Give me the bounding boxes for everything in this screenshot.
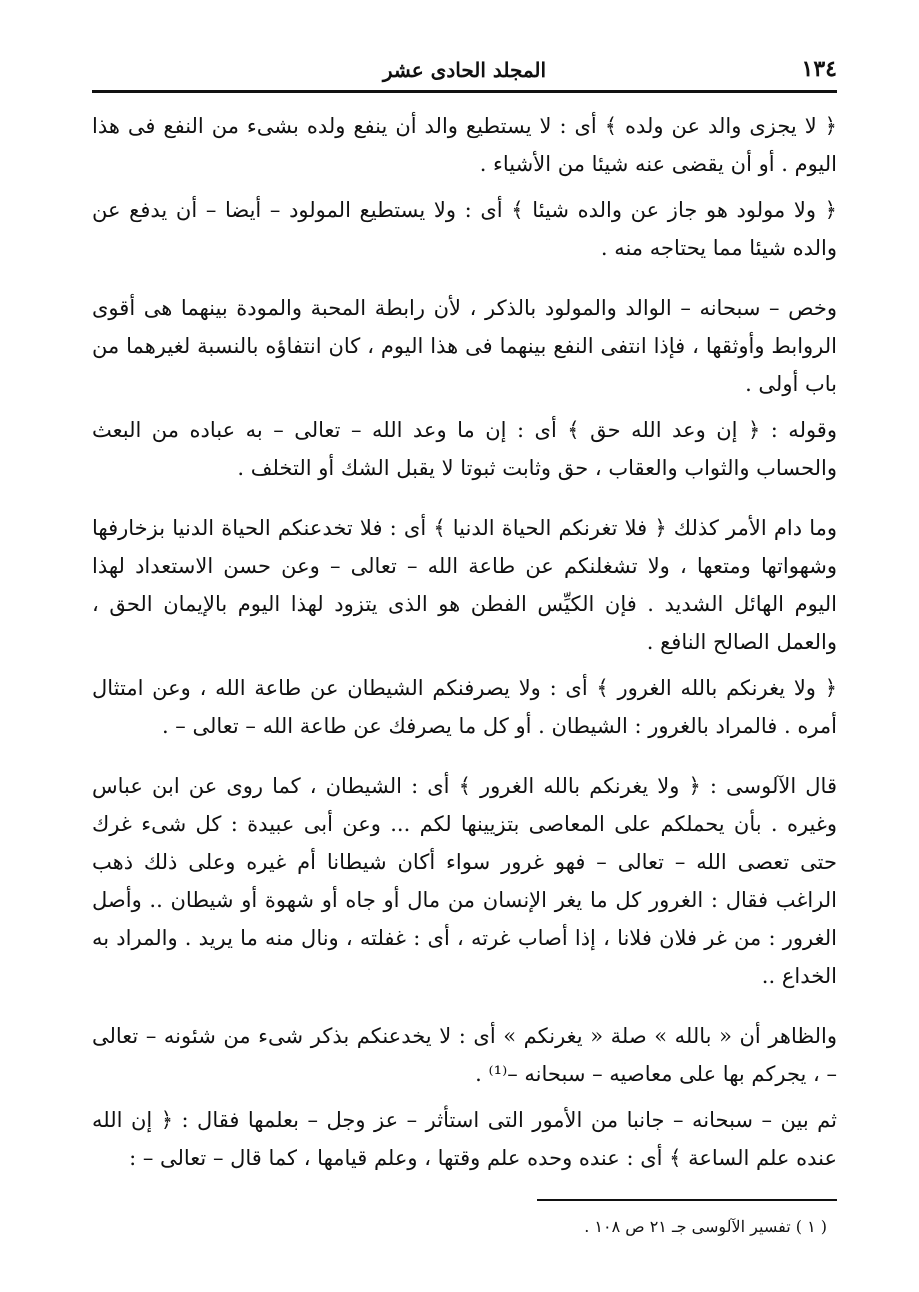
footnotes xyxy=(92,1215,837,1239)
paragraph: وخص – سبحانه – الوالد والمولود بالذكر ، لأن رابطة المحبة والمودة بينهما هى أقوى الروابط وأوثقها ، فإذا انتفى النفع بينهما فى هذا اليوم ، كان انتفاؤه بالنسبة لغيرهما من باب أولى . xyxy=(92,296,837,396)
paragraph: والظاهر أن « بالله » صلة « يغرنكم » أى : لا يخدعنكم بذكر شىء من شئونه – تعالى – ، يجركم بها على معاصيه – سبحانه –⁽¹⁾ . xyxy=(92,1024,837,1086)
book-page xyxy=(92,50,837,1252)
footnote-divider xyxy=(537,1199,837,1201)
paragraph: ﴿ ولا يغرنكم بالله الغرور ﴾ أى : ولا يصرفنكم الشيطان عن طاعة الله ، وعن امتثال أمره . فالمراد بالغرور : الشيطان . أو كل ما يصرفك عن طاعة الله – تعالى – . xyxy=(92,676,837,738)
paragraph: ﴿ لا يجزى والد عن ولده ﴾ أى : لا يستطيع والد أن ينفع ولده بشىء من النفع فى هذا اليوم . أو أن يقضى عنه شيئا من الأشياء . xyxy=(92,114,837,176)
running-title: المجلد الحادى عشر xyxy=(382,58,547,82)
paragraph: ثم بين – سبحانه – جانبا من الأمور التى استأثر – عز وجل – بعلمها فقال : ﴿ إن الله عنده علم الساعة ﴾ أى : عنده وحده علم وقتها ، وعلم قيامها ، كما قال – تعالى – : xyxy=(92,1108,837,1170)
paragraph: قال الآلوسى : ﴿ ولا يغرنكم بالله الغرور ﴾ أى : الشيطان ، كما روى عن ابن عباس وغيره . بأن يحملكم على المعاصى بتزيينها لكم ... وعن أبى عبيدة : كل شىء غرك حتى تعصى الله – تعالى – فهو غرور سواء أكان شيطانا أم غيره وعلى ذلك ذهب الراغب فقال : الغرور كل ما يغر الإنسان من مال أو جاه أو شهوة أو شيطان .. وأصل الغرور : من غر فلان فلانا ، إذا أصاب غرته ، أى : غفلته ، ونال منه ما يريد . والمراد به الخداع .. xyxy=(92,774,837,988)
body-text xyxy=(92,107,837,1177)
footnote: ( ١ ) تفسير الآلوسى جـ ٢١ ص ١٠٨ . xyxy=(584,1217,827,1236)
paragraph: وقوله : ﴿ إن وعد الله حق ﴾ أى : إن ما وعد الله – تعالى – به عباده من البعث والحساب والثواب والعقاب ، حق وثابت ثبوتا لا يقبل الشك أو التخلف . xyxy=(92,418,837,480)
page-header xyxy=(92,50,837,93)
paragraph: ﴿ ولا مولود هو جاز عن والده شيئا ﴾ أى : ولا يستطيع المولود – أيضا – أن يدفع عن والده شيئا مما يحتاجه منه . xyxy=(92,198,837,260)
paragraph: وما دام الأمر كذلك ﴿ فلا تغرنكم الحياة الدنيا ﴾ أى : فلا تخدعنكم الحياة الدنيا بزخارفها وشهواتها ومتعها ، ولا تشغلنكم عن طاعة الله – تعالى – وعن حسن الاستعداد لهذا اليوم الهائل الشديد . فإن الكيِّس الفطن هو الذى يتزود لهذا اليوم بالإيمان الحق ، والعمل الصالح النافع . xyxy=(92,516,837,654)
page-number: ١٣٤ xyxy=(801,56,837,82)
